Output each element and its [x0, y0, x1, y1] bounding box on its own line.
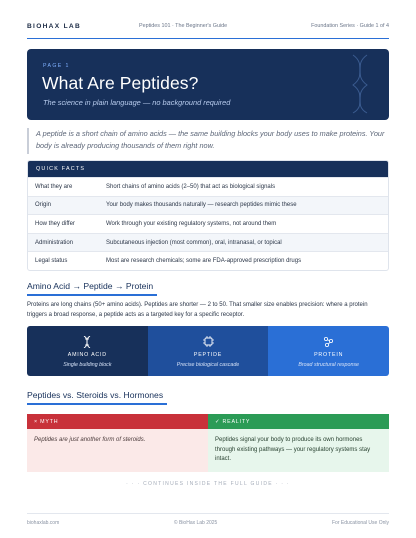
fact-label: Administration [35, 239, 74, 246]
reality-column [208, 414, 389, 472]
fact-label: How they differ [35, 220, 75, 227]
reality-text: Peptides signal your body to produce its own hormones through existing pathways — your regulatory systems stay intact. [208, 429, 389, 472]
myth-label: × MYTH [27, 414, 208, 429]
dna-icon [27, 336, 148, 350]
fact-value: Subcutaneous injection (most common), oral, intranasal, or topical [106, 239, 282, 246]
fact-value: Short chains of amino acids (2–50) that act as biological signals [106, 183, 276, 190]
helix-decoration-icon [349, 53, 371, 115]
page-footer [27, 513, 389, 527]
card-subtitle: Single building block [63, 362, 112, 368]
table-row [28, 251, 388, 270]
continues-notice: · · · CONTINUES INSIDE THE FULL GUIDE · · · [126, 481, 290, 487]
card-protein [268, 326, 389, 376]
top-bar [27, 22, 389, 39]
section-title-amino: Amino Acid → Peptide → Protein [27, 281, 154, 291]
card-peptide [148, 326, 269, 376]
card-amino-acid [27, 326, 148, 376]
table-row [28, 196, 388, 215]
footer-copyright: © BioHax Lab 2025 [173, 519, 218, 526]
page-subtitle: The science in plain language — no background required [43, 98, 231, 107]
card-title: PEPTIDE [193, 352, 223, 358]
fact-value: Most are research chemicals; some are FDA-approved prescription drugs [106, 258, 302, 265]
section-divider [27, 403, 167, 405]
hierarchy-cards [27, 326, 389, 376]
page-label: PAGE 1 [43, 63, 70, 69]
hero-banner [27, 49, 389, 120]
chip-icon [148, 336, 269, 349]
fact-label: Legal status [35, 258, 68, 265]
fact-value: Work through your existing regulatory systems, not around them [106, 220, 277, 227]
section-paragraph: Proteins are long chains (50+ amino acids). Peptides are shorter — 2 to 50. That smaller size enables precision: where a protein triggers a broad response, a peptide acts as a targeted key for a specific receptor. [27, 302, 368, 318]
myth-text: Peptides are just another form of steroids. [27, 429, 208, 472]
myth-reality-panel [27, 414, 389, 472]
molecule-icon [268, 336, 389, 349]
guide-title: Peptides 101 · The Beginner's Guide [139, 23, 228, 29]
table-row [28, 233, 388, 252]
myth-column [27, 414, 208, 472]
reality-label: ✓ REALITY [208, 414, 389, 429]
fact-value: Your body makes thousands naturally — research peptides mimic these [106, 202, 297, 209]
section-divider [27, 294, 157, 296]
intro-quote: A peptide is a short chain of amino acids — the same building blocks your body uses to make proteins. Your body is already producing thousands of them right now. [27, 128, 389, 154]
section-title-comparison: Peptides vs. Steroids vs. Hormones [27, 390, 164, 400]
footer-website: biohaxlab.com [27, 519, 60, 526]
card-title: AMINO ACID [67, 352, 107, 358]
series-label: Foundation Series · Guide 1 of 4 [311, 23, 389, 29]
table-row [28, 214, 388, 233]
brand-name: BIOHAX LAB [27, 22, 82, 30]
card-subtitle: Broad structural response [298, 362, 359, 368]
quick-facts-table [27, 160, 389, 271]
fact-label: What they are [35, 183, 73, 190]
footer-disclaimer: For Educational Use Only [332, 519, 389, 526]
quick-facts-heading: QUICK FACTS [28, 161, 388, 177]
table-row [28, 177, 388, 196]
page-title: What Are Peptides? [42, 73, 199, 93]
fact-label: Origin [35, 202, 52, 209]
card-title: PROTEIN [314, 352, 344, 358]
card-subtitle: Precise biological cascade [176, 362, 240, 368]
